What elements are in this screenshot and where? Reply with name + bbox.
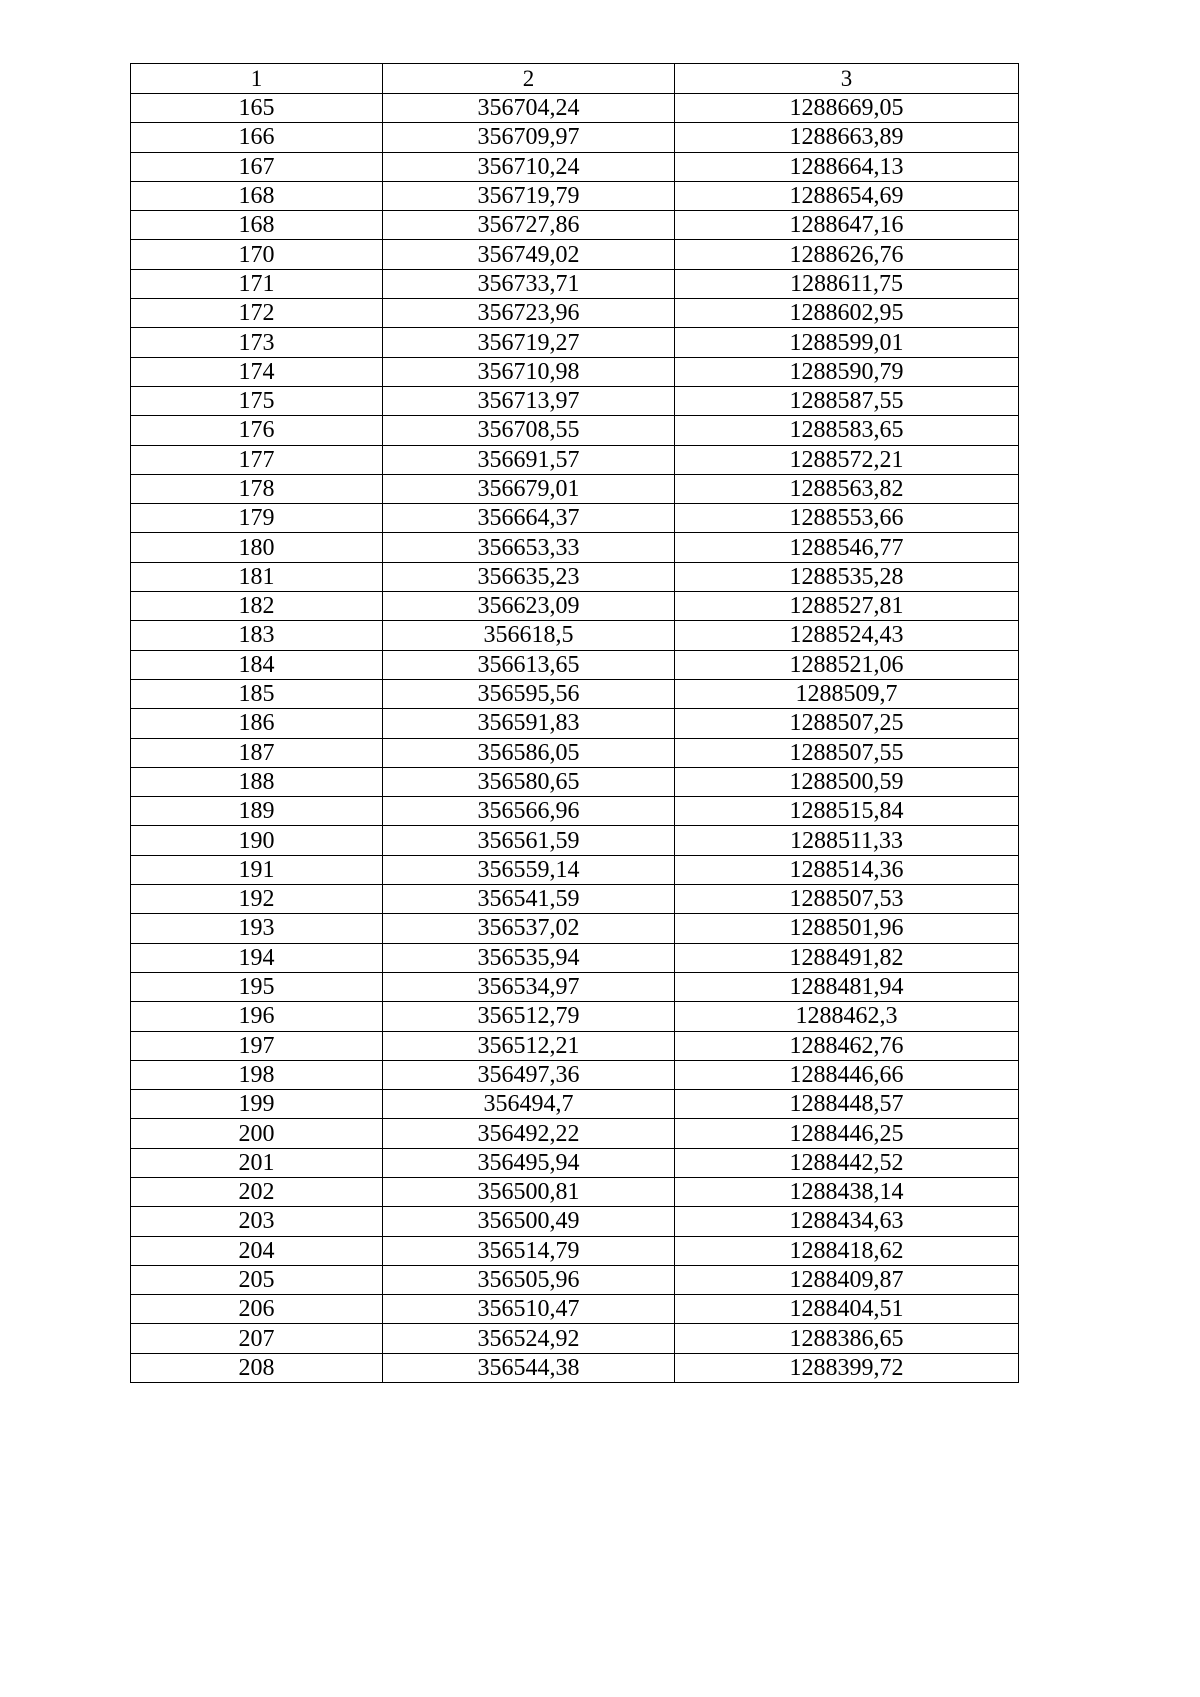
point-number-cell: 204 xyxy=(131,1236,383,1265)
x-coordinate-cell: 356664,37 xyxy=(383,504,675,533)
x-coordinate-cell: 356514,79 xyxy=(383,1236,675,1265)
column-header-3: 3 xyxy=(675,64,1019,94)
y-coordinate-cell: 1288654,69 xyxy=(675,181,1019,210)
table-row xyxy=(131,1148,1019,1177)
point-number-cell: 187 xyxy=(131,738,383,767)
y-coordinate-cell: 1288602,95 xyxy=(675,299,1019,328)
point-number-cell: 172 xyxy=(131,299,383,328)
table-row xyxy=(131,386,1019,415)
x-coordinate-cell: 356691,57 xyxy=(383,445,675,474)
table-row xyxy=(131,152,1019,181)
table-row xyxy=(131,914,1019,943)
header-row xyxy=(131,64,1019,94)
x-coordinate-cell: 356708,55 xyxy=(383,416,675,445)
point-number-cell: 166 xyxy=(131,123,383,152)
y-coordinate-cell: 1288626,76 xyxy=(675,240,1019,269)
point-number-cell: 208 xyxy=(131,1353,383,1382)
y-coordinate-cell: 1288409,87 xyxy=(675,1265,1019,1294)
x-coordinate-cell: 356733,71 xyxy=(383,269,675,298)
table-row xyxy=(131,1324,1019,1353)
x-coordinate-cell: 356512,21 xyxy=(383,1031,675,1060)
y-coordinate-cell: 1288521,06 xyxy=(675,650,1019,679)
table-row xyxy=(131,797,1019,826)
y-coordinate-cell: 1288511,33 xyxy=(675,826,1019,855)
table-row xyxy=(131,94,1019,123)
x-coordinate-cell: 356497,36 xyxy=(383,1060,675,1089)
y-coordinate-cell: 1288404,51 xyxy=(675,1295,1019,1324)
y-coordinate-cell: 1288491,82 xyxy=(675,943,1019,972)
y-coordinate-cell: 1288448,57 xyxy=(675,1090,1019,1119)
point-number-cell: 196 xyxy=(131,1002,383,1031)
point-number-cell: 186 xyxy=(131,709,383,738)
table-row xyxy=(131,299,1019,328)
table-row xyxy=(131,1177,1019,1206)
x-coordinate-cell: 356500,81 xyxy=(383,1177,675,1206)
table-row xyxy=(131,592,1019,621)
x-coordinate-cell: 356512,79 xyxy=(383,1002,675,1031)
point-number-cell: 193 xyxy=(131,914,383,943)
x-coordinate-cell: 356544,38 xyxy=(383,1353,675,1382)
x-coordinate-cell: 356566,96 xyxy=(383,797,675,826)
y-coordinate-cell: 1288507,55 xyxy=(675,738,1019,767)
y-coordinate-cell: 1288481,94 xyxy=(675,972,1019,1001)
y-coordinate-cell: 1288663,89 xyxy=(675,123,1019,152)
table-row xyxy=(131,885,1019,914)
point-number-cell: 192 xyxy=(131,885,383,914)
y-coordinate-cell: 1288583,65 xyxy=(675,416,1019,445)
x-coordinate-cell: 356580,65 xyxy=(383,767,675,796)
point-number-cell: 180 xyxy=(131,533,383,562)
y-coordinate-cell: 1288500,59 xyxy=(675,767,1019,796)
y-coordinate-cell: 1288434,63 xyxy=(675,1207,1019,1236)
x-coordinate-cell: 356613,65 xyxy=(383,650,675,679)
x-coordinate-cell: 356679,01 xyxy=(383,474,675,503)
point-number-cell: 173 xyxy=(131,328,383,357)
point-number-cell: 170 xyxy=(131,240,383,269)
table-row xyxy=(131,1265,1019,1294)
y-coordinate-cell: 1288418,62 xyxy=(675,1236,1019,1265)
table-row xyxy=(131,211,1019,240)
y-coordinate-cell: 1288501,96 xyxy=(675,914,1019,943)
y-coordinate-cell: 1288524,43 xyxy=(675,621,1019,650)
x-coordinate-cell: 356535,94 xyxy=(383,943,675,972)
x-coordinate-cell: 356559,14 xyxy=(383,855,675,884)
table-row xyxy=(131,240,1019,269)
column-header-2: 2 xyxy=(383,64,675,94)
y-coordinate-cell: 1288647,16 xyxy=(675,211,1019,240)
point-number-cell: 199 xyxy=(131,1090,383,1119)
x-coordinate-cell: 356623,09 xyxy=(383,592,675,621)
y-coordinate-cell: 1288507,53 xyxy=(675,885,1019,914)
x-coordinate-cell: 356719,27 xyxy=(383,328,675,357)
x-coordinate-cell: 356510,47 xyxy=(383,1295,675,1324)
y-coordinate-cell: 1288535,28 xyxy=(675,562,1019,591)
x-coordinate-cell: 356713,97 xyxy=(383,386,675,415)
point-number-cell: 188 xyxy=(131,767,383,796)
point-number-cell: 178 xyxy=(131,474,383,503)
point-number-cell: 182 xyxy=(131,592,383,621)
y-coordinate-cell: 1288438,14 xyxy=(675,1177,1019,1206)
x-coordinate-cell: 356653,33 xyxy=(383,533,675,562)
table-row xyxy=(131,445,1019,474)
table-row xyxy=(131,679,1019,708)
point-number-cell: 189 xyxy=(131,797,383,826)
y-coordinate-cell: 1288599,01 xyxy=(675,328,1019,357)
point-number-cell: 177 xyxy=(131,445,383,474)
table-row xyxy=(131,943,1019,972)
point-number-cell: 203 xyxy=(131,1207,383,1236)
y-coordinate-cell: 1288563,82 xyxy=(675,474,1019,503)
y-coordinate-cell: 1288399,72 xyxy=(675,1353,1019,1382)
x-coordinate-cell: 356495,94 xyxy=(383,1148,675,1177)
y-coordinate-cell: 1288507,25 xyxy=(675,709,1019,738)
y-coordinate-cell: 1288514,36 xyxy=(675,855,1019,884)
table-row xyxy=(131,1236,1019,1265)
x-coordinate-cell: 356704,24 xyxy=(383,94,675,123)
x-coordinate-cell: 356591,83 xyxy=(383,709,675,738)
y-coordinate-cell: 1288386,65 xyxy=(675,1324,1019,1353)
x-coordinate-cell: 356618,5 xyxy=(383,621,675,650)
x-coordinate-cell: 356635,23 xyxy=(383,562,675,591)
table-row xyxy=(131,826,1019,855)
table-row xyxy=(131,474,1019,503)
y-coordinate-cell: 1288587,55 xyxy=(675,386,1019,415)
point-number-cell: 205 xyxy=(131,1265,383,1294)
point-number-cell: 195 xyxy=(131,972,383,1001)
table-row xyxy=(131,1119,1019,1148)
table-row xyxy=(131,1090,1019,1119)
point-number-cell: 185 xyxy=(131,679,383,708)
point-number-cell: 200 xyxy=(131,1119,383,1148)
table-row xyxy=(131,1060,1019,1089)
y-coordinate-cell: 1288590,79 xyxy=(675,357,1019,386)
x-coordinate-cell: 356561,59 xyxy=(383,826,675,855)
x-coordinate-cell: 356537,02 xyxy=(383,914,675,943)
point-number-cell: 176 xyxy=(131,416,383,445)
x-coordinate-cell: 356505,96 xyxy=(383,1265,675,1294)
x-coordinate-cell: 356727,86 xyxy=(383,211,675,240)
point-number-cell: 197 xyxy=(131,1031,383,1060)
y-coordinate-cell: 1288572,21 xyxy=(675,445,1019,474)
x-coordinate-cell: 356500,49 xyxy=(383,1207,675,1236)
y-coordinate-cell: 1288669,05 xyxy=(675,94,1019,123)
point-number-cell: 174 xyxy=(131,357,383,386)
table-row xyxy=(131,1002,1019,1031)
point-number-cell: 184 xyxy=(131,650,383,679)
y-coordinate-cell: 1288611,75 xyxy=(675,269,1019,298)
x-coordinate-cell: 356723,96 xyxy=(383,299,675,328)
y-coordinate-cell: 1288546,77 xyxy=(675,533,1019,562)
table-row xyxy=(131,533,1019,562)
y-coordinate-cell: 1288462,76 xyxy=(675,1031,1019,1060)
point-number-cell: 168 xyxy=(131,181,383,210)
y-coordinate-cell: 1288515,84 xyxy=(675,797,1019,826)
point-number-cell: 206 xyxy=(131,1295,383,1324)
x-coordinate-cell: 356710,24 xyxy=(383,152,675,181)
table-row xyxy=(131,621,1019,650)
x-coordinate-cell: 356749,02 xyxy=(383,240,675,269)
table-row xyxy=(131,1295,1019,1324)
x-coordinate-cell: 356710,98 xyxy=(383,357,675,386)
point-number-cell: 175 xyxy=(131,386,383,415)
table-row xyxy=(131,416,1019,445)
table-row xyxy=(131,1207,1019,1236)
x-coordinate-cell: 356524,92 xyxy=(383,1324,675,1353)
y-coordinate-cell: 1288442,52 xyxy=(675,1148,1019,1177)
table-row xyxy=(131,269,1019,298)
table-row xyxy=(131,650,1019,679)
x-coordinate-cell: 356709,97 xyxy=(383,123,675,152)
table-row xyxy=(131,1353,1019,1382)
x-coordinate-cell: 356534,97 xyxy=(383,972,675,1001)
point-number-cell: 181 xyxy=(131,562,383,591)
point-number-cell: 207 xyxy=(131,1324,383,1353)
table-row xyxy=(131,972,1019,1001)
y-coordinate-cell: 1288462,3 xyxy=(675,1002,1019,1031)
point-number-cell: 171 xyxy=(131,269,383,298)
column-header-1: 1 xyxy=(131,64,383,94)
point-number-cell: 165 xyxy=(131,94,383,123)
point-number-cell: 191 xyxy=(131,855,383,884)
y-coordinate-cell: 1288446,25 xyxy=(675,1119,1019,1148)
x-coordinate-cell: 356494,7 xyxy=(383,1090,675,1119)
table-row xyxy=(131,123,1019,152)
point-number-cell: 201 xyxy=(131,1148,383,1177)
coordinate-table xyxy=(130,63,1019,1383)
x-coordinate-cell: 356595,56 xyxy=(383,679,675,708)
y-coordinate-cell: 1288509,7 xyxy=(675,679,1019,708)
x-coordinate-cell: 356541,59 xyxy=(383,885,675,914)
point-number-cell: 168 xyxy=(131,211,383,240)
table-row xyxy=(131,855,1019,884)
table-row xyxy=(131,181,1019,210)
y-coordinate-cell: 1288553,66 xyxy=(675,504,1019,533)
x-coordinate-cell: 356492,22 xyxy=(383,1119,675,1148)
x-coordinate-cell: 356586,05 xyxy=(383,738,675,767)
point-number-cell: 202 xyxy=(131,1177,383,1206)
point-number-cell: 198 xyxy=(131,1060,383,1089)
x-coordinate-cell: 356719,79 xyxy=(383,181,675,210)
y-coordinate-cell: 1288446,66 xyxy=(675,1060,1019,1089)
point-number-cell: 194 xyxy=(131,943,383,972)
table-row xyxy=(131,562,1019,591)
table-row xyxy=(131,328,1019,357)
table-row xyxy=(131,357,1019,386)
table-row xyxy=(131,767,1019,796)
table-row xyxy=(131,504,1019,533)
point-number-cell: 167 xyxy=(131,152,383,181)
table-body xyxy=(131,94,1019,1383)
table-row xyxy=(131,738,1019,767)
y-coordinate-cell: 1288664,13 xyxy=(675,152,1019,181)
table-row xyxy=(131,1031,1019,1060)
point-number-cell: 183 xyxy=(131,621,383,650)
point-number-cell: 179 xyxy=(131,504,383,533)
point-number-cell: 190 xyxy=(131,826,383,855)
y-coordinate-cell: 1288527,81 xyxy=(675,592,1019,621)
table-row xyxy=(131,709,1019,738)
